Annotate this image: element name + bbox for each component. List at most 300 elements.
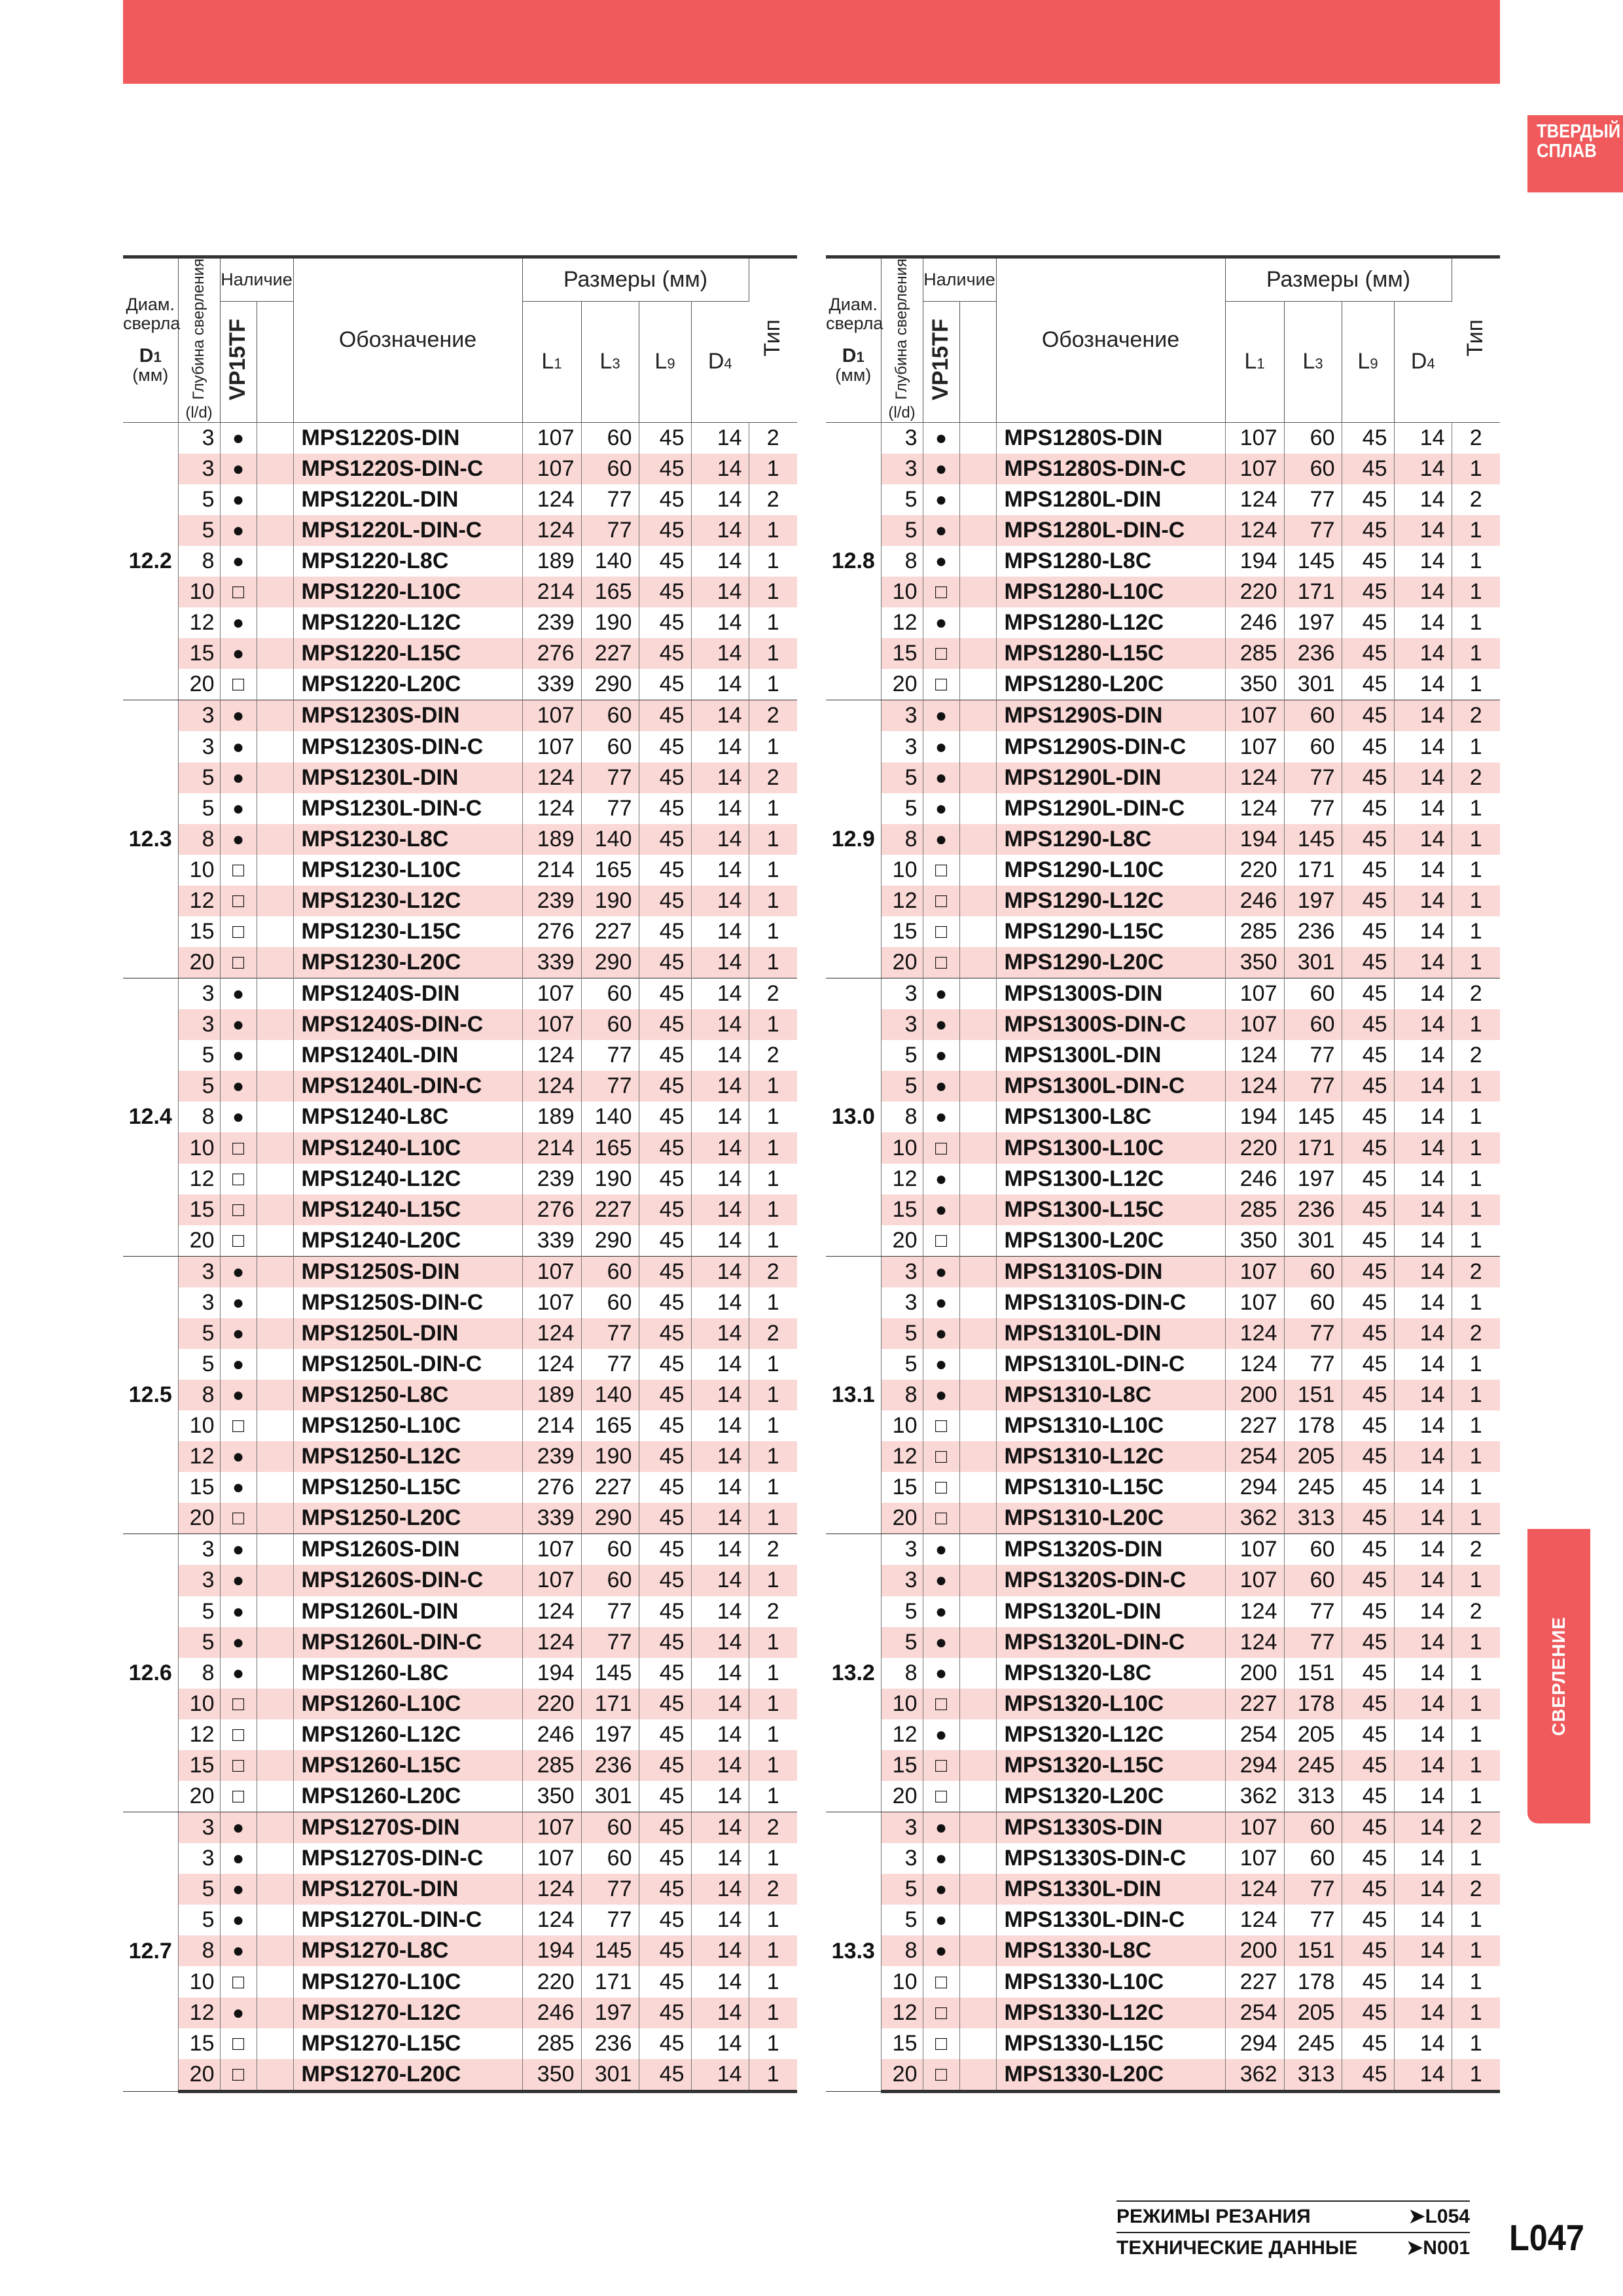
l9-cell: 45 — [639, 793, 691, 824]
l3-cell: 77 — [581, 515, 639, 546]
l1-cell: 294 — [1225, 2028, 1284, 2059]
d4-cell: 14 — [691, 855, 749, 886]
l1-cell: 362 — [1225, 1781, 1284, 1812]
depth-cell: 3 — [881, 1565, 923, 1596]
l9-cell: 45 — [1342, 1781, 1394, 1812]
availability-cell: □ — [923, 1689, 959, 1719]
designation-cell: MPS1300S-DIN — [996, 978, 1225, 1010]
availability-blank-cell — [959, 1966, 996, 1997]
designation-cell: MPS1230-L8C — [293, 824, 522, 855]
table-row — [826, 1596, 1500, 1627]
section-tab-carbide[interactable] — [1527, 115, 1623, 192]
availability-cell: ● — [923, 1627, 959, 1658]
availability-cell: ● — [220, 793, 257, 824]
l3-cell: 151 — [1284, 1380, 1342, 1410]
designation-cell: MPS1240-L20C — [293, 1225, 522, 1257]
availability-blank-cell — [257, 1040, 293, 1071]
table-row — [123, 1812, 797, 1844]
type-cell: 1 — [749, 824, 797, 855]
l1-cell: 107 — [522, 1843, 581, 1874]
availability-blank-cell — [257, 1719, 293, 1750]
l9-cell: 45 — [639, 1689, 691, 1719]
depth-cell: 5 — [881, 1318, 923, 1349]
availability-blank-cell — [959, 700, 996, 732]
l1-cell: 276 — [522, 916, 581, 947]
table-row — [123, 1565, 797, 1596]
depth-cell: 12 — [178, 1441, 220, 1472]
designation-cell: MPS1270-L20C — [293, 2059, 522, 2092]
availability-cell: □ — [923, 2028, 959, 2059]
d4-cell: 14 — [691, 1750, 749, 1781]
availability-cell: □ — [220, 1410, 257, 1441]
d4-cell: 14 — [691, 1596, 749, 1627]
l1-cell: 124 — [1225, 1318, 1284, 1349]
availability-blank-cell — [257, 762, 293, 793]
table-row — [123, 731, 797, 762]
table-row — [123, 978, 797, 1010]
table-row — [123, 1966, 797, 1997]
l3-cell: 227 — [581, 1194, 639, 1225]
availability-cell: ● — [220, 638, 257, 669]
d4-cell: 14 — [1394, 1380, 1452, 1410]
depth-cell: 3 — [178, 700, 220, 732]
table-row — [826, 669, 1500, 700]
l3-cell: 197 — [581, 1998, 639, 2028]
designation-cell: MPS1320-L8C — [996, 1658, 1225, 1689]
l3-cell: 77 — [1284, 1071, 1342, 1102]
type-cell: 1 — [749, 947, 797, 978]
footer-ref-technical-label: ТЕХНИЧЕСКИЕ ДАННЫЕ — [1116, 2237, 1358, 2259]
l9-cell: 45 — [1342, 1905, 1394, 1935]
l9-cell: 45 — [1342, 1380, 1394, 1410]
l3-cell: 197 — [1284, 1164, 1342, 1194]
availability-blank-cell — [959, 1565, 996, 1596]
table-row — [123, 515, 797, 546]
availability-blank-cell — [959, 1318, 996, 1349]
designation-cell: MPS1230-L15C — [293, 916, 522, 947]
availability-cell: ● — [923, 1380, 959, 1410]
availability-blank-cell — [257, 1410, 293, 1441]
type-cell: 1 — [766, 1660, 779, 1685]
product-table-right — [826, 255, 1500, 2093]
l9-cell: 45 — [1342, 422, 1394, 454]
l3-cell: 245 — [1284, 2028, 1342, 2059]
availability-cell: ● — [220, 1565, 257, 1596]
type-cell: 1 — [766, 1166, 779, 1191]
type-cell: 1 — [766, 1475, 779, 1500]
l1-cell: 200 — [1225, 1658, 1284, 1689]
l3-cell: 205 — [1284, 1998, 1342, 2028]
depth-cell: 8 — [881, 824, 923, 855]
depth-cell: 15 — [178, 2028, 220, 2059]
depth-cell: 3 — [881, 422, 923, 454]
d4-cell: 14 — [1394, 762, 1452, 793]
l1-cell: 239 — [522, 607, 581, 638]
type-cell: 1 — [1469, 1475, 1482, 1500]
depth-cell: 10 — [881, 1689, 923, 1719]
footer-ref-technical[interactable] — [1116, 2232, 1470, 2263]
l9-cell: 45 — [1342, 1102, 1394, 1132]
depth-cell: 3 — [881, 731, 923, 762]
type-cell: 1 — [1469, 1413, 1482, 1439]
footer-ref-technical-page[interactable]: ➤N001 — [1406, 2237, 1470, 2259]
l9-cell: 45 — [1342, 1596, 1394, 1627]
l1-cell: 362 — [1225, 2059, 1284, 2092]
footer-ref-cutting[interactable] — [1116, 2200, 1470, 2232]
footer-ref-cutting-page[interactable]: ➤L054 — [1408, 2206, 1470, 2227]
availability-blank-cell — [959, 546, 996, 577]
l9-cell: 45 — [639, 1318, 691, 1349]
availability-blank-cell — [257, 947, 293, 978]
table-row — [123, 1874, 797, 1905]
d4-cell: 14 — [1394, 1410, 1452, 1441]
availability-cell: □ — [923, 669, 959, 700]
l1-cell: 107 — [1225, 422, 1284, 454]
d4-cell: 14 — [691, 947, 749, 978]
l1-cell: 194 — [522, 1658, 581, 1689]
table-row — [826, 1750, 1500, 1781]
table-row — [123, 1071, 797, 1102]
l3-cell: 290 — [581, 947, 639, 978]
l1-cell: 285 — [1225, 916, 1284, 947]
l3-cell: 77 — [1284, 1596, 1342, 1627]
d4-cell: 14 — [691, 638, 749, 669]
l3-cell: 140 — [581, 1380, 639, 1410]
depth-cell: 8 — [881, 1935, 923, 1966]
d4-cell: 14 — [1394, 422, 1452, 454]
table-row — [123, 1534, 797, 1566]
table-row — [826, 1874, 1500, 1905]
section-tab-carbide-label: ТВЕРДЫЙ СПЛАВ — [1537, 121, 1621, 162]
type-cell: 1 — [749, 1441, 797, 1472]
l3-cell: 165 — [581, 1132, 639, 1163]
table-row — [826, 454, 1500, 484]
l3-cell: 236 — [1284, 1194, 1342, 1225]
availability-blank-cell — [257, 824, 293, 855]
depth-cell: 20 — [881, 2059, 923, 2092]
designation-cell: MPS1230S-DIN — [293, 700, 522, 732]
depth-cell: 20 — [881, 1503, 923, 1534]
table-row — [826, 824, 1500, 855]
availability-blank-cell — [959, 1843, 996, 1874]
l9-cell: 45 — [1342, 1441, 1394, 1472]
type-cell: 1 — [766, 919, 779, 944]
depth-cell: 10 — [881, 1966, 923, 1997]
l3-cell: 313 — [1284, 1503, 1342, 1534]
l1-cell: 350 — [1225, 1225, 1284, 1257]
header-designation: Обозначение — [293, 257, 522, 423]
l9-cell: 45 — [639, 1380, 691, 1410]
type-cell: 1 — [766, 795, 779, 821]
type-cell: 1 — [766, 1784, 779, 1809]
designation-cell: MPS1230-L20C — [293, 947, 522, 978]
type-cell: 1 — [766, 1104, 779, 1130]
availability-cell: ● — [220, 1256, 257, 1287]
availability-blank-cell — [959, 978, 996, 1010]
depth-cell: 15 — [881, 1750, 923, 1781]
table-row — [826, 546, 1500, 577]
availability-cell: □ — [923, 577, 959, 607]
l9-cell: 45 — [639, 2028, 691, 2059]
availability-cell: ● — [220, 1472, 257, 1503]
l3-cell: 77 — [1284, 762, 1342, 793]
l9-cell: 45 — [1342, 484, 1394, 515]
l1-cell: 214 — [522, 855, 581, 886]
type-cell: 1 — [1469, 1969, 1482, 1994]
availability-blank-cell — [959, 731, 996, 762]
l1-cell: 227 — [1225, 1966, 1284, 1997]
table-row — [123, 1040, 797, 1071]
l9-cell: 45 — [639, 1194, 691, 1225]
drill-diameter-cell: 12.4 — [123, 978, 178, 1257]
l9-cell: 45 — [639, 1627, 691, 1658]
availability-blank-cell — [959, 1874, 996, 1905]
depth-cell: 12 — [881, 1719, 923, 1750]
table-row — [826, 1441, 1500, 1472]
type-cell: 1 — [1469, 1227, 1482, 1253]
l3-cell: 171 — [581, 1689, 639, 1719]
table-row — [123, 577, 797, 607]
l9-cell: 45 — [1342, 793, 1394, 824]
type-cell: 2 — [749, 1256, 797, 1287]
designation-cell: MPS1240L-DIN-C — [293, 1071, 522, 1102]
depth-cell: 3 — [881, 1812, 923, 1844]
table-row — [826, 1287, 1500, 1318]
availability-cell: ● — [923, 454, 959, 484]
table-row — [123, 2059, 797, 2092]
depth-cell: 10 — [178, 1132, 220, 1163]
designation-cell: MPS1250-L12C — [293, 1441, 522, 1472]
d4-cell: 14 — [1394, 607, 1452, 638]
d4-cell: 14 — [691, 1441, 749, 1472]
l1-cell: 107 — [1225, 978, 1284, 1010]
table-row — [123, 1689, 797, 1719]
type-cell: 1 — [1452, 1132, 1500, 1163]
table-row — [826, 515, 1500, 546]
type-cell: 1 — [1469, 919, 1482, 944]
designation-cell: MPS1320-L20C — [996, 1781, 1225, 1812]
designation-cell: MPS1320L-DIN — [996, 1596, 1225, 1627]
depth-cell: 5 — [178, 1874, 220, 1905]
type-cell: 1 — [1452, 1441, 1500, 1472]
table-row — [826, 484, 1500, 515]
header-drilling-depth: Глубина сверления (l/d) — [881, 257, 923, 423]
header-l1: L1 — [1225, 302, 1284, 423]
l1-cell: 107 — [522, 454, 581, 484]
table-row — [826, 855, 1500, 886]
depth-cell: 3 — [178, 1287, 220, 1318]
depth-cell: 3 — [881, 1287, 923, 1318]
depth-cell: 5 — [881, 484, 923, 515]
header-availability: Наличие — [220, 257, 293, 302]
designation-cell: MPS1260-L15C — [293, 1750, 522, 1781]
table-row — [826, 731, 1500, 762]
table-row — [826, 700, 1500, 732]
type-cell: 1 — [766, 857, 779, 882]
designation-cell: MPS1330-L8C — [996, 1935, 1225, 1966]
table-row — [123, 824, 797, 855]
depth-cell: 3 — [178, 454, 220, 484]
type-cell: 1 — [749, 1194, 797, 1225]
designation-cell: MPS1250-L15C — [293, 1472, 522, 1503]
availability-cell: ● — [220, 978, 257, 1010]
d4-cell: 14 — [1394, 1658, 1452, 1689]
l1-cell: 239 — [522, 886, 581, 916]
availability-blank-cell — [959, 1781, 996, 1812]
l3-cell: 313 — [1284, 2059, 1342, 2092]
depth-cell: 5 — [178, 1905, 220, 1935]
l9-cell: 45 — [1342, 1164, 1394, 1194]
l1-cell: 124 — [1225, 1874, 1284, 1905]
l9-cell: 45 — [1342, 1843, 1394, 1874]
availability-blank-cell — [257, 638, 293, 669]
type-cell: 1 — [766, 1846, 779, 1871]
depth-cell: 3 — [881, 454, 923, 484]
table-row — [123, 638, 797, 669]
designation-cell: MPS1260-L10C — [293, 1689, 522, 1719]
depth-cell: 20 — [881, 947, 923, 978]
l9-cell: 45 — [1342, 546, 1394, 577]
l1-cell: 124 — [1225, 515, 1284, 546]
l3-cell: 77 — [1284, 1318, 1342, 1349]
designation-cell: MPS1280L-DIN — [996, 484, 1225, 515]
l9-cell: 45 — [1342, 1658, 1394, 1689]
availability-blank-cell — [257, 1349, 293, 1380]
availability-cell: ● — [220, 1935, 257, 1966]
l9-cell: 45 — [639, 1750, 691, 1781]
l3-cell: 190 — [581, 886, 639, 916]
availability-blank-cell — [959, 607, 996, 638]
type-cell: 1 — [766, 1227, 779, 1253]
availability-cell: ● — [923, 1318, 959, 1349]
drill-diameter-cell: 12.7 — [123, 1812, 178, 2092]
designation-cell: MPS1280S-DIN — [996, 422, 1225, 454]
l1-cell: 124 — [1225, 1040, 1284, 1071]
d4-cell: 14 — [691, 1998, 749, 2028]
availability-cell: ● — [923, 1596, 959, 1627]
l3-cell: 60 — [1284, 1565, 1342, 1596]
type-cell: 2 — [749, 978, 797, 1010]
type-cell: 1 — [749, 638, 797, 669]
l3-cell: 197 — [1284, 607, 1342, 638]
l9-cell: 45 — [1342, 1812, 1394, 1844]
availability-blank-cell — [959, 1071, 996, 1102]
table-row — [123, 1719, 797, 1750]
designation-cell: MPS1260L-DIN — [293, 1596, 522, 1627]
designation-cell: MPS1250S-DIN — [293, 1256, 522, 1287]
l3-cell: 77 — [581, 1318, 639, 1349]
d4-cell: 14 — [1394, 1781, 1452, 1812]
availability-blank-cell — [959, 1627, 996, 1658]
designation-cell: MPS1280-L20C — [996, 669, 1225, 700]
depth-cell: 5 — [881, 1905, 923, 1935]
d4-cell: 14 — [1394, 1349, 1452, 1380]
availability-blank-cell — [959, 638, 996, 669]
d4-cell: 14 — [1394, 1596, 1452, 1627]
d4-cell: 14 — [1394, 700, 1452, 732]
designation-cell: MPS1310-L12C — [996, 1441, 1225, 1472]
type-cell: 1 — [1452, 1935, 1500, 1966]
availability-blank-cell — [257, 1132, 293, 1163]
depth-cell: 3 — [178, 1256, 220, 1287]
designation-cell: MPS1290-L8C — [996, 824, 1225, 855]
depth-cell: 5 — [178, 484, 220, 515]
l1-cell: 350 — [522, 1781, 581, 1812]
table-row — [826, 1998, 1500, 2028]
l1-cell: 124 — [522, 1318, 581, 1349]
availability-blank-cell — [257, 1998, 293, 2028]
l9-cell: 45 — [639, 484, 691, 515]
table-row — [123, 1750, 797, 1781]
l1-cell: 107 — [522, 1812, 581, 1844]
availability-blank-cell — [257, 1843, 293, 1874]
designation-cell: MPS1220-L8C — [293, 546, 522, 577]
availability-blank-cell — [257, 515, 293, 546]
availability-cell: □ — [220, 916, 257, 947]
depth-cell: 5 — [178, 1596, 220, 1627]
d4-cell: 14 — [1394, 1966, 1452, 1997]
l9-cell: 45 — [1342, 762, 1394, 793]
d4-cell: 14 — [691, 2028, 749, 2059]
l1-cell: 285 — [522, 2028, 581, 2059]
availability-blank-cell — [257, 1905, 293, 1935]
d4-cell: 14 — [691, 1410, 749, 1441]
type-cell: 1 — [749, 577, 797, 607]
availability-cell: ● — [220, 1040, 257, 1071]
table-row — [123, 916, 797, 947]
l3-cell: 60 — [581, 1256, 639, 1287]
availability-cell: ● — [923, 1812, 959, 1844]
table-row — [826, 1071, 1500, 1102]
availability-blank-cell — [257, 1596, 293, 1627]
l3-cell: 145 — [1284, 546, 1342, 577]
availability-cell: ● — [220, 1658, 257, 1689]
drill-diameter-cell: 13.2 — [826, 1534, 881, 1812]
table-row — [123, 855, 797, 886]
availability-cell: □ — [923, 886, 959, 916]
l9-cell: 45 — [1342, 1966, 1394, 1997]
l1-cell: 124 — [522, 515, 581, 546]
table-row — [123, 1009, 797, 1040]
type-cell: 2 — [1452, 1256, 1500, 1287]
l1-cell: 124 — [522, 1627, 581, 1658]
l9-cell: 45 — [639, 1503, 691, 1534]
designation-cell: MPS1240S-DIN-C — [293, 1009, 522, 1040]
l3-cell: 77 — [581, 1905, 639, 1935]
d4-cell: 14 — [691, 515, 749, 546]
table-row — [826, 1225, 1500, 1257]
d4-cell: 14 — [691, 1287, 749, 1318]
d4-cell: 14 — [1394, 1318, 1452, 1349]
depth-cell: 3 — [881, 1843, 923, 1874]
type-cell: 2 — [1452, 422, 1500, 454]
depth-cell: 5 — [881, 1349, 923, 1380]
l3-cell: 60 — [581, 1534, 639, 1566]
d4-cell: 14 — [1394, 638, 1452, 669]
l9-cell: 45 — [639, 1812, 691, 1844]
d4-cell: 14 — [1394, 824, 1452, 855]
l3-cell: 227 — [581, 1472, 639, 1503]
availability-cell: ● — [923, 1905, 959, 1935]
l1-cell: 124 — [1225, 793, 1284, 824]
availability-cell: ● — [923, 1935, 959, 1966]
l3-cell: 60 — [581, 1009, 639, 1040]
d4-cell: 14 — [691, 916, 749, 947]
type-cell: 1 — [749, 1750, 797, 1781]
designation-cell: MPS1320S-DIN — [996, 1534, 1225, 1566]
table-row — [826, 916, 1500, 947]
l9-cell: 45 — [1342, 1750, 1394, 1781]
